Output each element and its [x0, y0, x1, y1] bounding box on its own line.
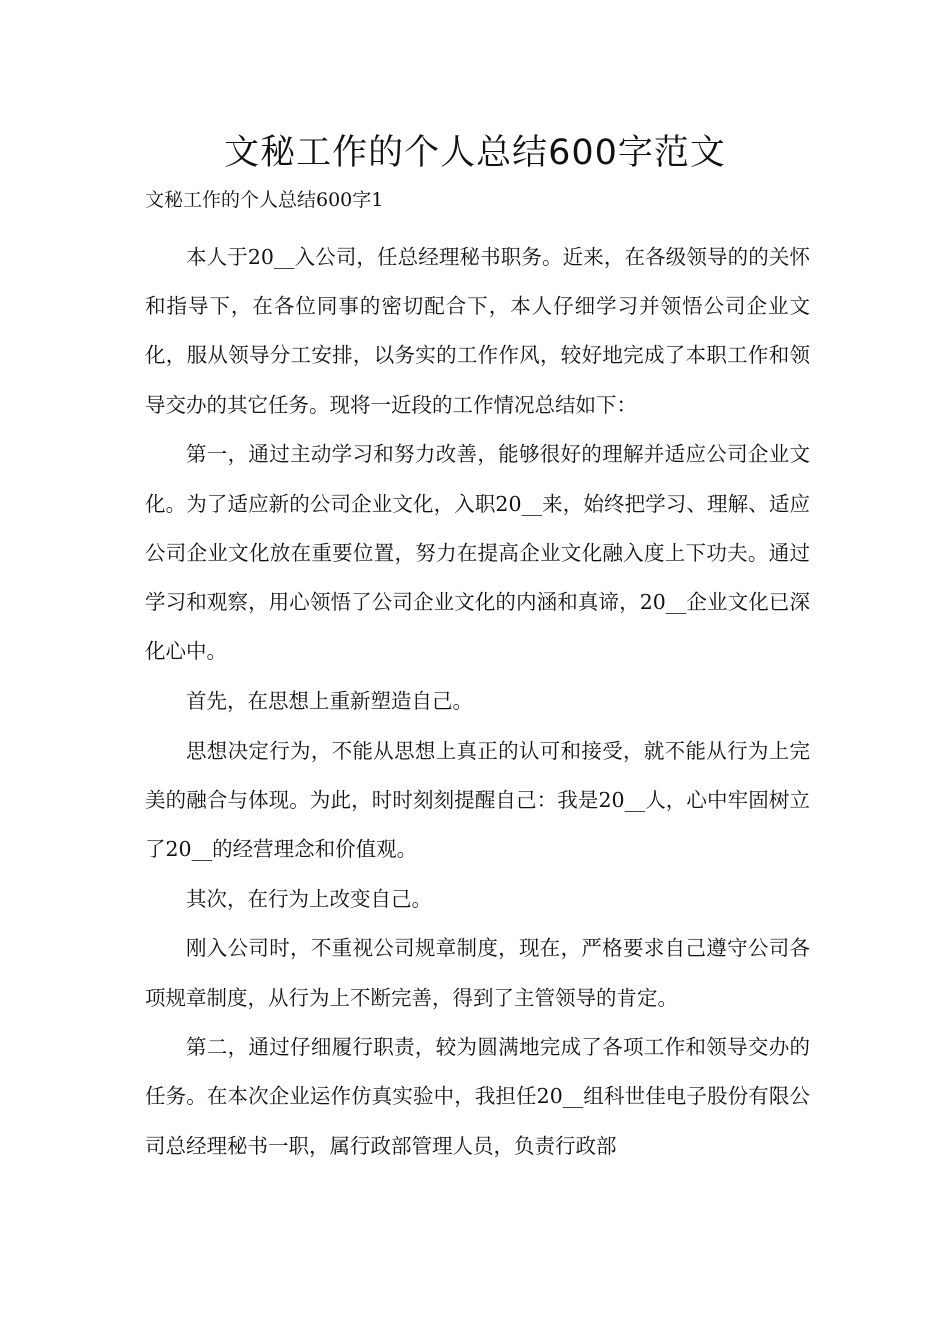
document-subtitle: 文秘工作的个人总结600字1: [145, 189, 384, 211]
paragraph: 其次，在行为上改变自己。: [186, 886, 432, 911]
paragraph: 第二，通过仔细履行职责，较为圆满地完成了各项工作和领导交办的任务。在本次企业运作仿真实验中，我担任20__组科世佳电子股份有限公司总经理秘书一职，属行政部管理人员，负责行政部: [145, 1035, 810, 1158]
paragraph: 首先，在思想上重新塑造自己。: [186, 688, 473, 713]
document-body: [145, 233, 810, 1171]
paragraph: 本人于20__入公司，任总经理秘书职务。近来，在各级领导的的关怀和指导下，在各位同事的密切配合下，本人仔细学习并领悟公司企业文化，服从领导分工安排，以务实的工作作风，较好地完成了本职工作和领导交办的其它任务。现将一近段的工作情况总结如下：: [145, 245, 810, 417]
document-title: 文秘工作的个人总结600字范文: [224, 133, 726, 173]
paragraph: 思想决定行为，不能从思想上真正的认可和接受，就不能从行为上完美的融合与体现。为此，时时刻刻提醒自己：我是20__人，心中牢固树立了20__的经营理念和价值观。: [145, 738, 810, 861]
paragraph: 刚入公司时，不重视公司规章制度，现在，严格要求自己遵守公司各项规章制度，从行为上不断完善，得到了主管领导的肯定。: [145, 936, 810, 1010]
paragraph: 第一，通过主动学习和努力改善，能够很好的理解并适应公司企业文化。为了适应新的公司企业文化，入职20__来，始终把学习、理解、适应公司企业文化放在重要位置，努力在提高企业文化融入度上下功夫。通过学习和观察，用心领悟了公司企业文化的内涵和真谛，20__企业文化已深化心中。: [145, 442, 810, 664]
